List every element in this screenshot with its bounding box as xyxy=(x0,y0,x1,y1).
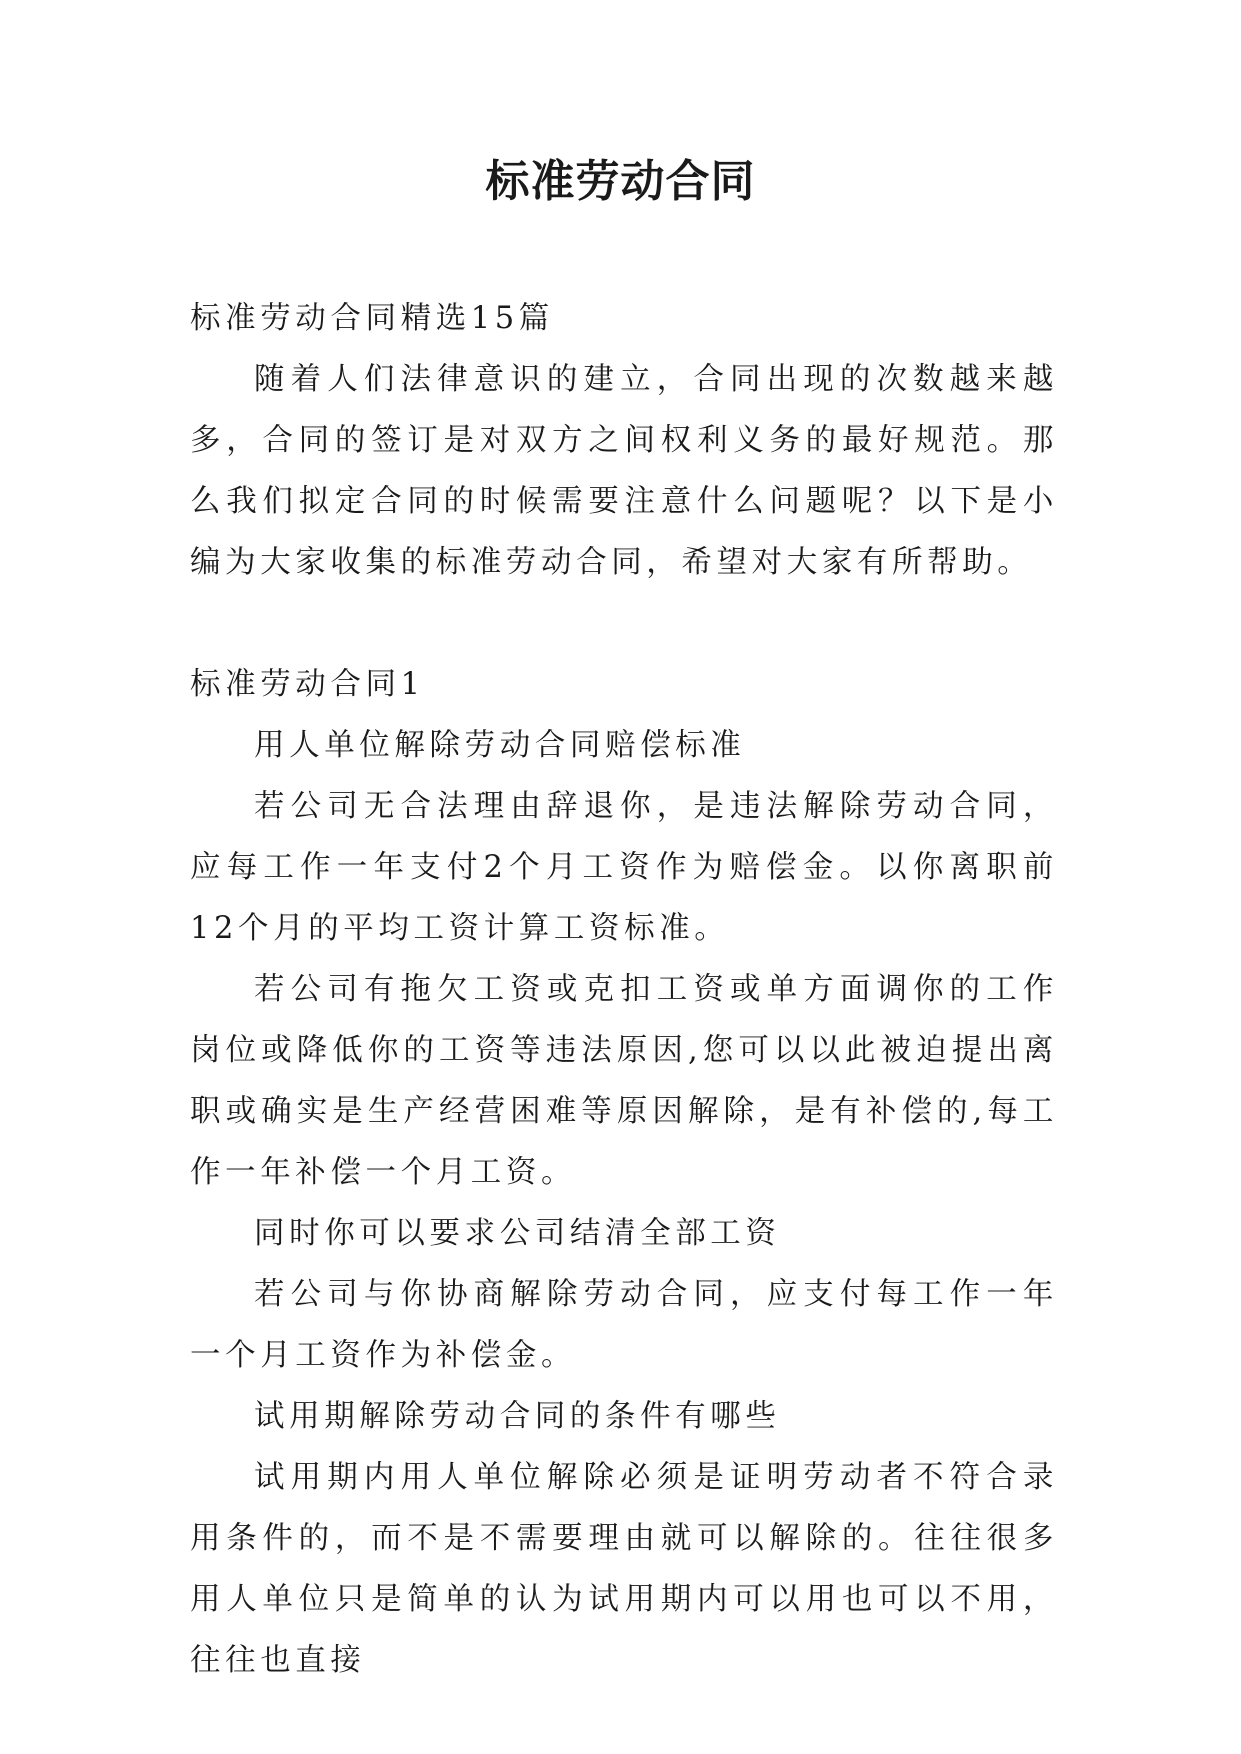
paragraph: 若公司与你协商解除劳动合同，应支付每工作一年一个月工资作为补偿金。 xyxy=(190,1277,1058,1373)
document-body xyxy=(190,288,1058,1691)
section-heading: 标准劳动合同1 xyxy=(190,667,425,702)
paragraph: 若公司无合法理由辞退你，是违法解除劳动合同，应每工作一年支付2个月工资作为赔偿金。以你离职前12个月的平均工资计算工资标准。 xyxy=(190,789,1058,946)
paragraph: 同时你可以要求公司结清全部工资 xyxy=(254,1216,781,1251)
paragraph: 若公司有拖欠工资或克扣工资或单方面调你的工作岗位或降低你的工资等违法原因,您可以以此被迫提出离职或确实是生产经营困难等原因解除，是有补偿的,每工作一年补偿一个月工资。 xyxy=(190,972,1058,1190)
paragraph: 试用期解除劳动合同的条件有哪些 xyxy=(254,1399,781,1434)
intro-paragraph: 随着人们法律意识的建立，合同出现的次数越来越多，合同的签订是对双方之间权利义务的最好规范。那么我们拟定合同的时候需要注意什么问题呢？以下是小编为大家收集的标准劳动合同，希望对大家有所帮助。 xyxy=(190,362,1058,580)
paragraph: 试用期内用人单位解除必须是证明劳动者不符合录用条件的，而不是不需要理由就可以解除的。往往很多用人单位只是简单的认为试用期内可以用也可以不用，往往也直接 xyxy=(190,1460,1058,1678)
blank-line xyxy=(190,593,1058,654)
document-title: 标准劳动合同 xyxy=(485,156,756,207)
paragraph: 用人单位解除劳动合同赔偿标准 xyxy=(254,728,746,763)
intro-heading: 标准劳动合同精选15篇 xyxy=(190,301,554,336)
